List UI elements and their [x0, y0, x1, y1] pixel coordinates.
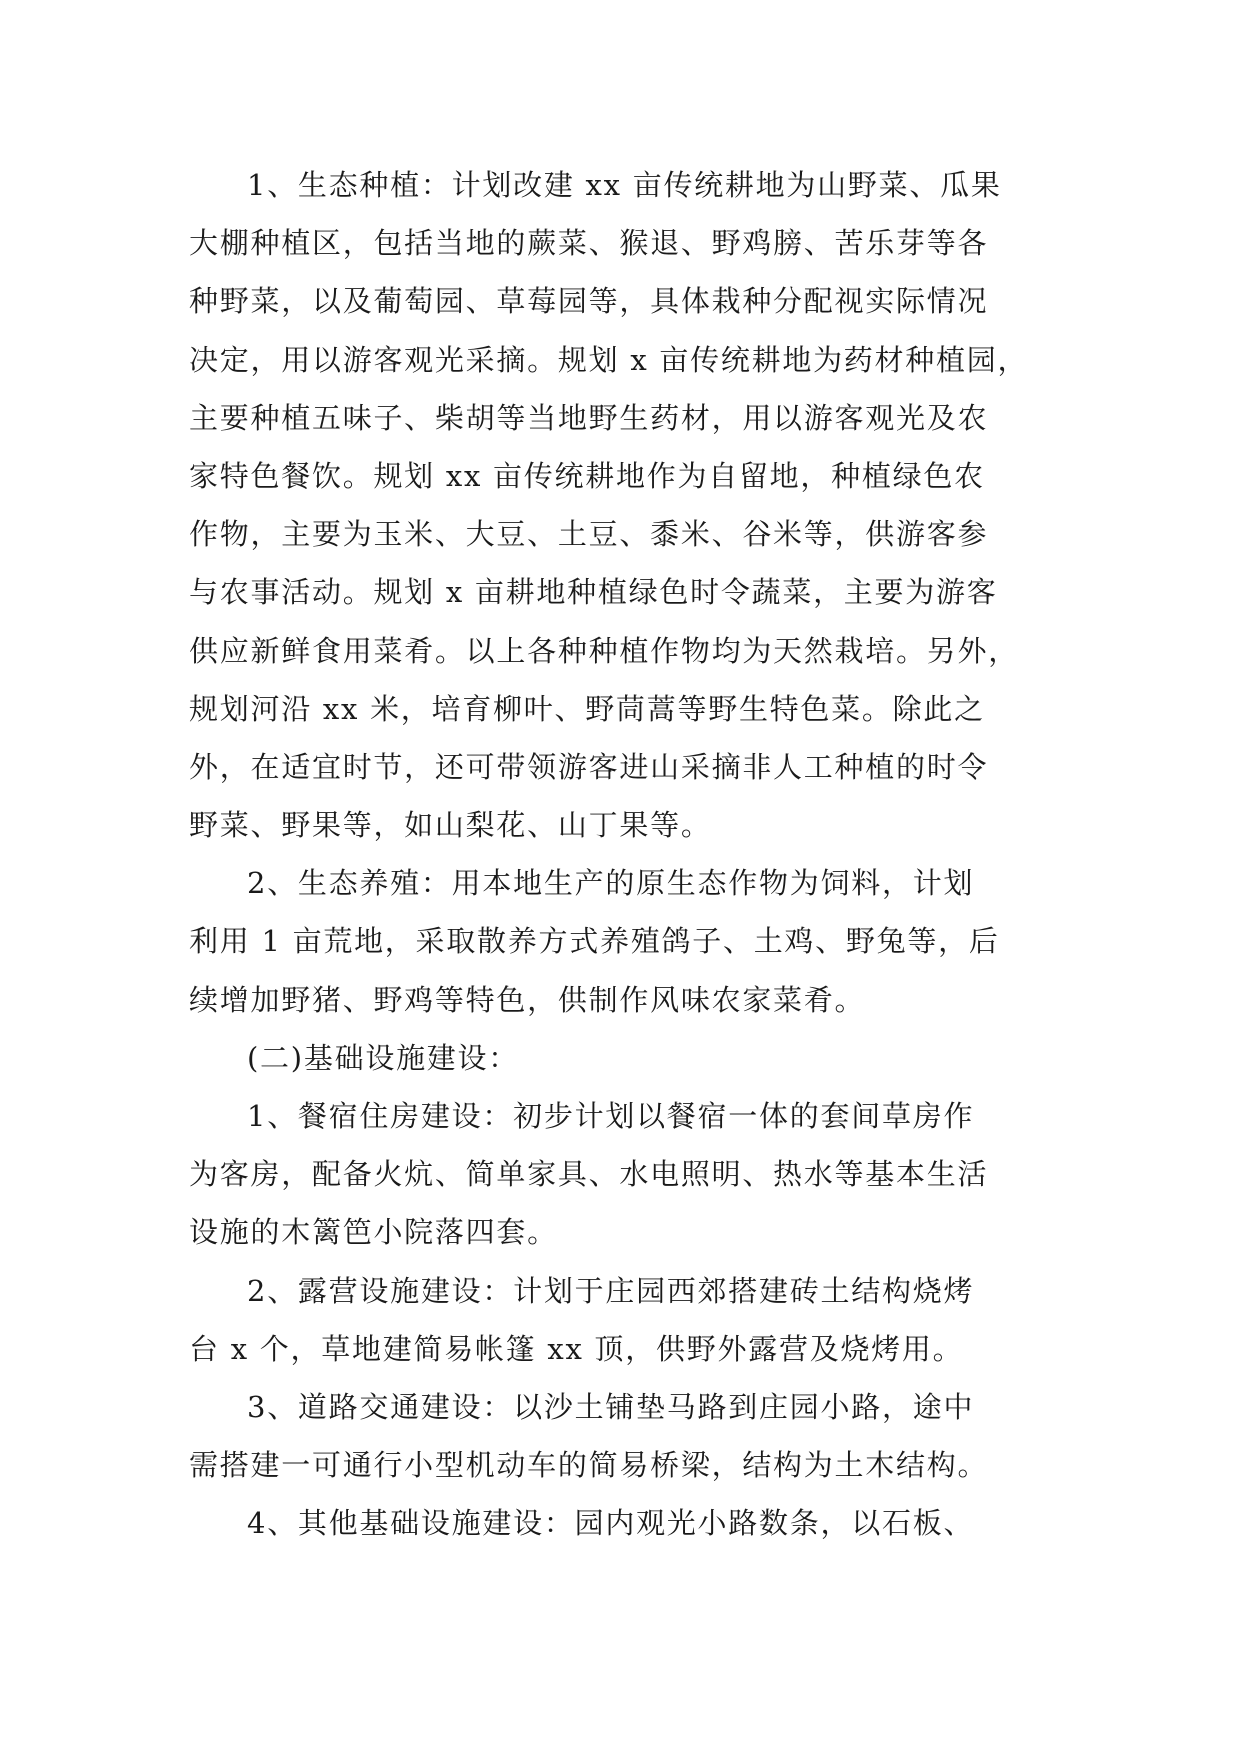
text-line: 野菜、野果等，如山梨花、山丁果等。: [189, 808, 712, 843]
text-line: 需搭建一可通行小型机动车的简易桥梁，结构为土木结构。: [189, 1448, 989, 1483]
text-line: 利用 1 亩荒地，采取散养方式养殖鸽子、土鸡、野兔等，后: [189, 924, 1000, 959]
section-heading: (二)基础设施建设：: [247, 1040, 520, 1075]
text-line: 2、生态养殖：用本地生产的原生态作物为饲料，计划: [247, 866, 975, 901]
text-line: 作物，主要为玉米、大豆、土豆、黍米、谷米等，供游客参: [189, 517, 989, 552]
text-line: 与农事活动。规划 x 亩耕地种植绿色时令蔬菜，主要为游客: [189, 575, 998, 610]
text-line: 2、露营设施建设：计划于庄园西郊搭建砖土结构烧烤: [247, 1273, 975, 1308]
text-line: 供应新鲜食用菜肴。以上各种种植作物均为天然栽培。另外，: [189, 633, 1019, 668]
text-line: 续增加野猪、野鸡等特色，供制作风味农家菜肴。: [189, 982, 866, 1017]
text-line: 3、道路交通建设：以沙土铺垫马路到庄园小路，途中: [247, 1389, 975, 1424]
text-line: 大棚种植区，包括当地的蕨菜、猴退、野鸡膀、苦乐芽等各: [189, 226, 989, 261]
text-line: 1、餐宿住房建设：初步计划以餐宿一体的套间草房作: [247, 1099, 975, 1133]
document-body: [189, 156, 1065, 1553]
text-line: 1、生态种植：计划改建 xx 亩传统耕地为山野菜、瓜果: [247, 168, 1002, 202]
text-line: 主要种植五味子、柴胡等当地野生药材，用以游客观光及农: [189, 400, 989, 435]
text-line: 4、其他基础设施建设：园内观光小路数条，以石板、: [247, 1506, 975, 1541]
text-line: 规划河沿 xx 米，培育柳叶、野茼蒿等野生特色菜。除此之: [189, 691, 985, 726]
text-line: 家特色餐饮。规划 xx 亩传统耕地作为自留地，种植绿色农: [189, 458, 985, 493]
text-line: 设施的木篱笆小院落四套。: [189, 1215, 558, 1250]
text-line: 种野菜，以及葡萄园、草莓园等，具体栽种分配视实际情况: [189, 284, 989, 319]
text-line: 为客房，配备火炕、简单家具、水电照明、热水等基本生活: [189, 1157, 989, 1192]
text-line: 决定，用以游客观光采摘。规划 x 亩传统耕地为药材种植园，: [189, 342, 1029, 377]
text-line: 台 x 个，草地建简易帐篷 xx 顶，供野外露营及烧烤用。: [189, 1331, 964, 1366]
text-line: 外，在适宜时节，还可带领游客进山采摘非人工种植的时令: [189, 749, 989, 784]
